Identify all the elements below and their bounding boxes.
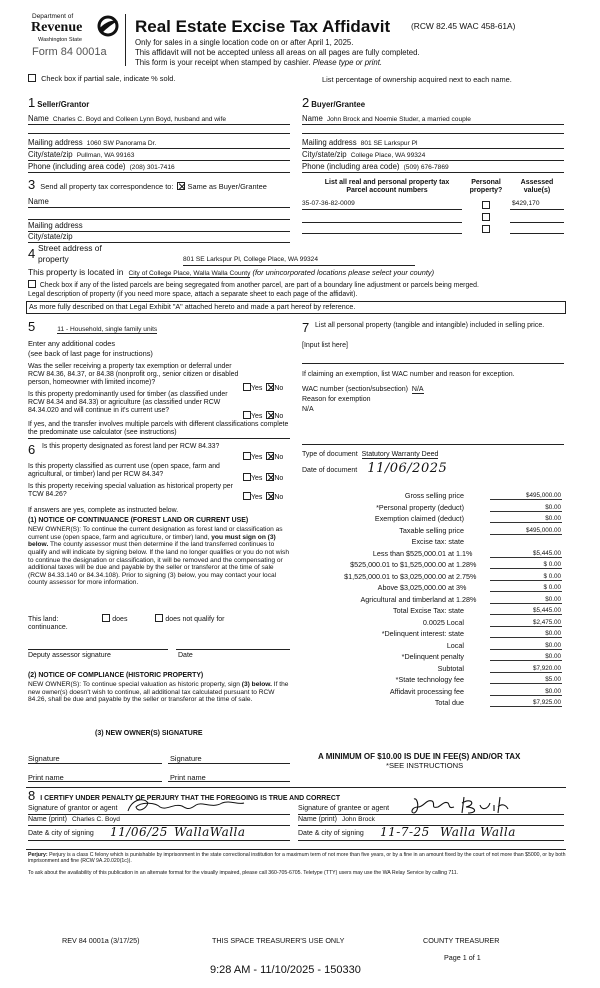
s3-city-label: City/state/zip [28,232,73,241]
fee-label: Total due [434,698,464,707]
q1-yes-checkbox[interactable] [243,383,251,391]
located-row [28,268,568,278]
print-name-label-2: Print name [170,773,206,782]
s3-city-row [28,233,290,243]
certify-statement: I CERTIFY UNDER PENALTY OF PERJURY THAT THE FOREGOING IS TRUE AND CORRECT [40,795,341,802]
notice-continuance-a: NEW OWNER(S): To continue the current designation as forest land or classification as current use (open space, farm and agriculture, or timber) land, [28,526,283,541]
s6-q3-no-label: No [274,494,284,501]
tax-correspondence-row [28,178,290,193]
grantor-city-field[interactable]: WallaWalla [174,825,246,839]
grantor-signature-icon[interactable] [126,797,246,815]
notice-continuance-title: (1) NOTICE OF CONTINUANCE (FOREST LAND OR CURRENT USE) [28,517,249,524]
notice-compliance-bold: (3) below. [241,681,272,688]
located-field[interactable]: City of College Place, Walla Walla County [128,270,251,277]
personal-col-header [466,179,506,195]
q1-no-checkbox[interactable] [266,383,274,391]
section8-number: 8 [28,788,36,803]
parcel-col-header-1: List all real and personal property tax [324,179,450,186]
assessed-col-header [512,179,562,195]
treasurer-use-label: THIS SPACE TREASURER'S USE ONLY [212,936,345,945]
reason-label: Reason for exemption [302,396,371,403]
s6-q3-yes-label: Yes [251,494,263,501]
minimum-due-notice: A MINIMUM OF $10.00 IS DUE IN FEE(S) AND/OR TAX [318,752,521,761]
notice-compliance-a: NEW OWNER(S): To continue special valuation as historic property, sign [28,681,240,688]
segregated-checkbox[interactable] [28,280,36,288]
does-not-label: does not qualify for [165,616,225,623]
same-as-buyer-label: Same as Buyer/Grantee [187,182,267,191]
fee-row [300,699,562,710]
assessed-col-header-1: Assessed [520,179,554,186]
fee-label: Excise tax: state [411,537,464,546]
fee-rate: 1.1% [456,548,473,558]
s6-q2-no-label: No [274,475,284,482]
buyer-city-row [302,151,564,161]
s6-q2-no-checkbox[interactable] [266,473,274,481]
grantor-date-label: Date & city of signing [28,830,94,837]
buyer-heading: Buyer/Grantee [311,100,366,109]
s6-q1-yes-no [243,452,283,462]
header-line-2: This affidavit will not be accepted unless all areas on all pages are fully completed. [135,48,420,57]
doc-type-row [302,451,438,459]
section3-number: 3 [28,177,36,192]
buyer-section [302,96,564,111]
fee-label: Taxable selling price [399,525,464,535]
fee-row [300,630,562,641]
notice-continuance-text [28,526,290,587]
new-owner-signature-title: (3) NEW OWNER(S) SIGNATURE [95,730,203,737]
q2-no-label: No [274,413,284,420]
form-title-ref: (RCW 82.45 WAC 458-61A) [411,21,516,31]
street-address-block [28,244,564,268]
q2-no-checkbox[interactable] [266,411,274,419]
does-not-checkbox[interactable] [155,614,163,622]
partial-sale-checkbox[interactable] [28,74,36,82]
seller-section [28,96,290,111]
personal-property-list-label: List all personal property (tangible and intangible) included in selling price. [315,322,545,329]
personal-property-checkbox-2[interactable] [482,213,490,221]
fee-label: $1,525,000.01 to $3,025,000.00 at [344,571,454,581]
fee-value[interactable]: $0.00 [490,515,562,523]
header-line-3-text: This form is your receipt when stamped by cashier. [135,58,311,67]
fee-value[interactable]: $0.00 [490,688,562,696]
additional-codes-label: Enter any additional codes [28,339,116,348]
buyer-number: 2 [302,95,310,110]
land-use-code-field[interactable]: 11 - Household, single family units [57,326,158,333]
page-number: Page 1 of 1 [444,953,481,962]
header-line-3 [135,59,382,68]
buyer-mailing-label: Mailing address [302,138,357,147]
s6-q2-yes-label: Yes [251,475,263,482]
seller-city-field[interactable]: Pullman, WA 99163 [76,152,135,159]
s3-name-row [28,198,290,208]
same-as-buyer-checkbox[interactable] [177,182,185,190]
fee-value[interactable]: $0.00 [490,504,562,512]
s6-q1-yes-checkbox[interactable] [243,452,251,460]
segregated-label: Check box if any of the listed parcels are being segregated from another parcel, are part of a boundary line adjustment or parcels being merged. [39,282,479,289]
fee-label: Affidavit processing fee [389,686,464,696]
predominate-use-note: If yes, and the transfer involves multiple parcels with different classifications complete the predominate use calculator (see instructions) [28,421,290,439]
fee-label: Less than $525,000.01 at [372,548,454,558]
new-owner-signature-label-1: Signature [28,754,60,763]
buyer-name-label: Name [302,114,323,123]
fee-row [300,653,562,664]
fee-value[interactable]: $5,445.00 [490,550,562,558]
notice-compliance-b: If the new owner(s) doesn't wish to continue, all additional tax calculated pursuant to RCW 84.26, shall be due and payable by the seller or transferor at the time of sale. [28,681,289,704]
seller-phone-label: Phone (including area code) [28,162,126,171]
logo-revenue-text: Revenue [31,20,83,35]
grantee-name-field[interactable]: John Brock [341,816,375,823]
fee-value[interactable]: $2,475.00 [490,619,562,627]
s6-q2-yes-checkbox[interactable] [243,473,251,481]
fee-label: *Delinquent penalty [401,652,464,661]
doc-date-label: Date of document [302,467,358,474]
reason-field[interactable]: N/A [302,406,314,413]
street-address-field[interactable]: 801 SE Larkspur Pl, College Place, WA 99324 [183,256,415,266]
deputy-assessor-signature-label: Deputy assessor signature [28,652,111,659]
doc-type-field[interactable]: Statutory Warranty Deed [361,451,439,458]
grantee-date-label: Date & city of signing [298,830,364,837]
fee-row [300,688,562,699]
partial-sale-row [28,74,175,84]
perjury-notice [28,852,566,864]
grantee-name-row [298,815,564,826]
fee-rate: 2.75% [456,571,477,581]
deputy-date-label: Date [178,652,193,659]
fee-value[interactable]: $495,000.00 [490,527,562,535]
logo-swoosh-icon [96,15,120,37]
fee-label: *State technology fee [395,675,464,684]
grantee-signature-label: Signature of grantee or agent [298,805,390,812]
fee-row [300,492,562,503]
notice-compliance-text [28,681,290,704]
fee-row [300,515,562,526]
buyer-mailing-row [302,139,564,149]
fee-row [300,676,562,687]
historical-question: Is this property receiving special valuation as historical property per TCW 84.26? [28,483,233,498]
located-label: This property is located in [28,267,124,277]
parcel-number-field[interactable]: 35-07-36-82-0009 [302,200,462,210]
fee-label: Exemption claimed (deduct) [374,514,464,523]
s3-name-label: Name [28,197,49,206]
personal-col-header-1: Personal [471,179,501,186]
print-name-label-1: Print name [28,773,64,782]
grantee-signature-row [298,801,564,815]
seller-exemption-question: Was the seller receiving a property tax exemption or deferral under RCW 84.36, 84.37, or 84.38 (nonprofit org., senior citizen or disabled person, homeowner with limited income)? [28,363,239,386]
buyer-city-label: City/state/zip [302,150,347,159]
grantee-date-row [298,826,564,841]
parcel-col-header [312,179,462,195]
buyer-phone-row [302,163,564,173]
q1-yes-label: Yes [251,385,263,392]
buyer-city-field[interactable]: College Place, WA 99324 [350,152,426,159]
exemption-note: If claiming an exemption, list WAC number and reason for exception. [302,371,515,378]
grantor-name-field[interactable]: Charles C. Boyd [71,816,120,823]
s6-q3-yes-no [243,492,283,502]
assessed-value-field[interactable]: $429,170 [510,200,564,210]
revision-label: REV 84 0001a (3/17/25) [62,936,140,945]
s6-q3-no-checkbox[interactable] [266,492,274,500]
revenue-logo [28,13,124,69]
if-yes-note: If answers are yes, complete as instructed below. [28,507,179,514]
fee-value[interactable]: $ 0.00 [490,573,562,581]
q1-yes-no [243,383,283,393]
fee-value[interactable]: $7,925.00 [490,699,562,707]
fee-label: Above $3,025,000.00 at [377,583,454,592]
grantor-name-label: Name (print) [28,816,67,823]
fee-label: 0.0025 Local [422,617,464,627]
street-label-2: property [38,254,69,264]
see-instructions-note: *SEE INSTRUCTIONS [386,761,464,770]
seller-name-row [28,115,290,125]
notice-compliance-title: (2) NOTICE OF COMPLIANCE (HISTORIC PROPERTY) [28,672,204,679]
perjury-text: Perjury is a class C felony which is punishable by imprisonment in the state correctional institution for a maximum term of not more than five years, or by a fine in an amount fixed by the court of not more than $5000, or by both imprisonment and fine (RCW 9A.20.020(1c)). [28,852,566,865]
legal-description-box[interactable]: As more fully described on that Legal Exhibit "A" attached hereto and made a part hereof by reference. [26,301,566,314]
fee-row [300,561,562,572]
fee-value[interactable]: $ 0.00 [490,584,562,592]
located-note: (for unincorporated locations please select your county) [252,268,435,277]
wac-field[interactable]: N/A [411,386,424,393]
ownership-note: List percentage of ownership acquired next to each name. [322,75,512,84]
wac-label: WAC number (section/subsection) [302,386,408,393]
notice-continuance-bold: you must sign on (3) below. [28,533,276,549]
section5-number: 5 [28,319,36,334]
buyer-mailing-field[interactable]: 801 SE Larkspur Pl [360,140,418,147]
grantor-signature-label: Signature of grantor or agent [28,805,118,812]
fee-label: $525,000.01 to $1,525,000.00 at [350,560,454,569]
fee-label: Gross selling price [404,491,464,500]
form-number: Form 84 0001a [32,46,107,58]
fee-label: *Delinquent interest: state [381,629,464,638]
fee-value[interactable]: $0.00 [490,642,562,650]
this-land-label: This land: [28,616,59,623]
seller-city-label: City/state/zip [28,150,73,159]
s6-q1-no-label: No [274,454,284,461]
county-treasurer-label: COUNTY TREASURER [423,936,500,945]
fee-rate: 1.28% [456,594,477,604]
grantee-name-label: Name (print) [298,816,337,823]
section4-number: 4 [28,246,36,261]
see-back-label: (see back of last page for instructions) [28,349,153,358]
personal-property-input[interactable]: [Input list here] [302,342,348,349]
grantee-date-field[interactable]: 11-7-25 [380,825,430,839]
fee-label: Total Excise Tax: state [393,606,464,615]
seller-heading: Seller/Grantor [37,100,90,109]
fee-value[interactable]: $5,445.00 [490,607,562,615]
doc-date-field[interactable]: 11/06/2025 [367,461,448,476]
header-line-1: Only for sales in a single location code on or after April 1, 2025. [135,38,354,47]
current-use-question: Is this property classified as current use (open space, farm and agricultural, or timber) land per RCW 84.34? [28,463,220,478]
seller-phone-field[interactable]: (208) 301-7416 [129,164,175,171]
legal-description-label: Legal description of property (if you need more space, attach a separate sheet to each page of the affidavit). [28,291,358,298]
parcel-col-header-2: Parcel account numbers [346,187,428,195]
fee-value[interactable]: $495,000.00 [490,492,562,500]
does-label: does [112,616,128,623]
fee-value[interactable]: $ 0.00 [490,561,562,569]
seller-mailing-row [28,139,290,149]
seller-phone-row [28,163,290,173]
this-land-row [28,614,290,624]
seller-mailing-label: Mailing address [28,138,83,147]
timber-question: Is this property predominantly used for timber (as classified under RCW 84.34 and 84.33) or agriculture (as classified under RCW 84.34.020 and will continue in it's current use? [28,391,228,414]
fee-label: Agricultural and timberland at [360,594,454,604]
seller-name-label: Name [28,114,49,123]
continuance-label: continuance. [28,624,68,631]
street-label-1: Street address of [38,243,102,253]
doc-date-row [302,462,502,478]
doc-type-label: Type of document [302,451,358,458]
q2-yes-no [243,411,283,421]
seller-number: 1 [28,95,36,110]
fee-row [300,538,562,549]
grantor-signature-row [28,801,290,815]
fee-label: *Personal property (deduct) [376,502,464,512]
segregated-row [28,280,568,290]
form-title: Real Estate Excise Tax Affidavit [135,17,391,36]
personal-col-header-2: property? [469,187,503,195]
q2-yes-label: Yes [251,413,263,420]
section6-number: 6 [28,442,36,457]
grantee-city-field[interactable]: Walla Walla [440,825,516,839]
grantee-signature-icon[interactable] [408,795,518,815]
cashier-stamp: 9:28 AM - 11/10/2025 - 150330 [210,964,361,976]
tax-correspondence-label: Send all property tax correspondence to: [40,182,174,191]
new-owner-signature-label-2: Signature [170,754,202,763]
fee-value[interactable]: $0.00 [490,630,562,638]
fee-rate: 3% [456,583,467,592]
notice-continuance-b: The county assessor must then determine if the land transferred continues to qualify and will indicate by signing below. If the land no longer qualifies or you do not wish to continue the designation or classification, it will be removed and the compensating or additional taxes will be due and payable by the seller or transferor at the time of sale (RCW 84.33.140 or 84.34.108). Prior to signing (3) below, you may contact your local county assessor for more information. [28,541,289,587]
forest-land-question: Is this property designated as forest land per RCW 84.33? [42,443,220,450]
q1-no-label: No [274,385,284,392]
fee-label: Subtotal [437,663,464,673]
accessibility-note: To ask about the availability of this publication in an alternate format for the visually impaired, please call 360-705-6705. Teletype (TTY) users may use the WA Relay Service by calling 711. [28,870,459,876]
s6-q1-yes-label: Yes [251,454,263,461]
fee-value[interactable]: $7,920.00 [490,665,562,673]
seller-mailing-field[interactable]: 1060 SW Panorama Dr. [86,140,157,147]
section7-number: 7 [302,320,310,335]
personal-property-checkbox-1[interactable] [482,201,490,209]
s6-q1-no-checkbox[interactable] [266,452,274,460]
section5-header [28,320,290,335]
s3-mailing-row [28,222,290,232]
wac-row [302,386,424,394]
fee-value[interactable]: $0.00 [490,596,562,604]
seller-city-row [28,151,290,161]
seller-name-field[interactable]: Charles C. Boyd and Colleen Lynn Boyd, husband and wife [52,116,227,123]
buyer-name-row [302,115,564,125]
grantor-date-field[interactable]: 11/06/25 [110,825,168,839]
buyer-name-field[interactable]: John Brock and Noemie Studer, a married couple [326,116,471,123]
assessed-col-header-2: value(s) [523,187,551,195]
perjury-bold: Perjury: [28,852,48,858]
fee-row [300,607,562,618]
buyer-phone-label: Phone (including area code) [302,162,400,171]
logo-state-text: Washington State [38,37,82,43]
fee-rate: 1.28% [456,560,477,569]
header-line-3-italic: Please type or print. [312,58,383,67]
grantor-date-row [28,826,290,841]
personal-property-checkbox-3[interactable] [482,225,490,233]
q2-yes-checkbox[interactable] [243,411,251,419]
fee-row [300,584,562,595]
s6-q2-yes-no [243,473,283,483]
partial-sale-label: Check box if partial sale, indicate % sold. [41,74,176,83]
s6-q3-yes-checkbox[interactable] [243,492,251,500]
does-checkbox[interactable] [102,614,110,622]
fee-value[interactable]: $0.00 [490,653,562,661]
fee-label: Local [446,640,464,650]
buyer-phone-field[interactable]: (509) 676-7869 [403,164,449,171]
fee-value[interactable]: $5.00 [490,676,562,684]
s3-mailing-label: Mailing address [28,221,83,230]
logo-dept-text: Department of [32,13,74,20]
